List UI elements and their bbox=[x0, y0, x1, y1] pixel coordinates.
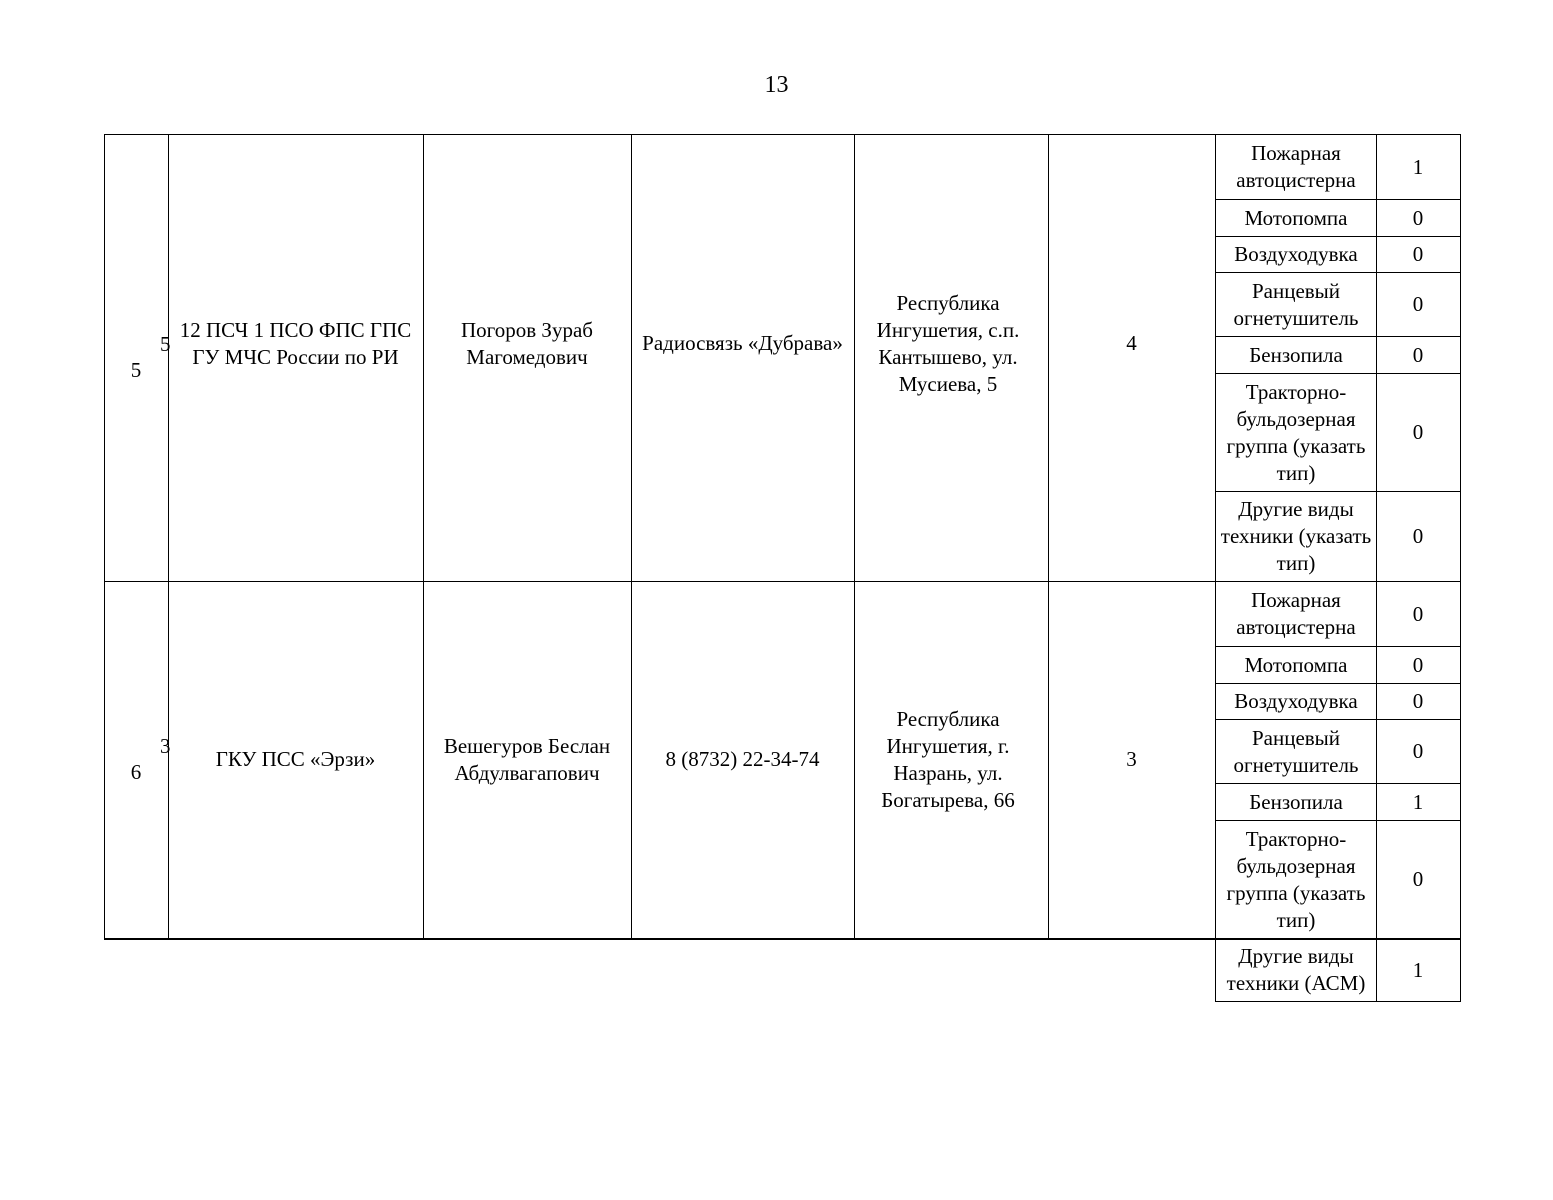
equipment-count: 0 bbox=[1412, 601, 1424, 626]
equipment-count: 0 bbox=[1412, 739, 1424, 763]
equipment-count: 0 bbox=[1412, 292, 1424, 316]
equipment-count: 0 bbox=[1412, 867, 1424, 891]
row-organization: 12 ПСЧ 1 ПСО ФПС ГПС ГУ МЧС России по РИ bbox=[179, 317, 412, 369]
table-vertical-line bbox=[423, 134, 424, 939]
table-horizontal-line bbox=[1215, 1001, 1461, 1002]
row-staff: 3 bbox=[1126, 747, 1137, 771]
row-organization: ГКУ ПСС «Эрзи» bbox=[215, 747, 376, 771]
equipment-name: Мотопомпа bbox=[1244, 652, 1348, 677]
equipment-count: 0 bbox=[1412, 342, 1424, 367]
equipment-count: 0 bbox=[1412, 242, 1424, 266]
row-person: Вешегуров Беслан Абдулвагапович bbox=[443, 733, 611, 785]
row-index: 6 bbox=[130, 760, 142, 784]
table-vertical-line bbox=[168, 134, 169, 939]
equipment-name: Тракторно-бульдозерная группа (указать тип) bbox=[1226, 826, 1366, 932]
equipment-count: 0 bbox=[1412, 524, 1424, 548]
table-vertical-line bbox=[854, 134, 855, 939]
page-number: 13 bbox=[764, 72, 789, 98]
row-person: Погоров Зураб Магомедович bbox=[461, 317, 593, 369]
equipment-count: 1 bbox=[1412, 957, 1424, 982]
row-side-mark: 3 bbox=[160, 734, 171, 758]
equipment-name: Ранцевый огнетушитель bbox=[1233, 278, 1359, 330]
equipment-count: 0 bbox=[1412, 205, 1424, 230]
row-address: Республика Ингушетия, с.п. Кантышево, ул. Мусиева, 5 bbox=[876, 290, 1020, 396]
equipment-count: 0 bbox=[1412, 420, 1424, 444]
equipment-name: Другие виды техники (АСМ) bbox=[1226, 944, 1366, 995]
equipment-name: Бензопила bbox=[1249, 342, 1343, 367]
table-vertical-line bbox=[1215, 134, 1216, 1002]
equipment-name: Мотопомпа bbox=[1244, 205, 1348, 230]
equipment-count: 0 bbox=[1412, 652, 1424, 677]
table-vertical-line bbox=[631, 134, 632, 939]
equipment-count: 0 bbox=[1412, 689, 1424, 713]
row-staff: 4 bbox=[1126, 331, 1137, 355]
equipment-name: Воздуходувка bbox=[1234, 242, 1358, 266]
row-contact: 8 (8732) 22-34-74 bbox=[665, 747, 820, 771]
equipment-name: Пожарная автоцистерна bbox=[1236, 141, 1356, 192]
equipment-name: Другие виды техники (указать тип) bbox=[1220, 497, 1372, 575]
row-side-mark: 5 bbox=[160, 332, 171, 356]
table-vertical-line bbox=[1048, 134, 1049, 939]
equipment-name: Пожарная автоцистерна bbox=[1236, 588, 1356, 639]
row-contact: Радиосвязь «Дубрава» bbox=[642, 331, 843, 355]
equipment-name: Тракторно-бульдозерная группа (указать тип) bbox=[1226, 379, 1366, 485]
table-vertical-line bbox=[1460, 134, 1461, 1002]
equipment-count: 1 bbox=[1412, 789, 1424, 814]
equipment-name: Бензопила bbox=[1249, 789, 1343, 814]
equipment-count: 1 bbox=[1412, 154, 1424, 179]
equipment-name: Воздуходувка bbox=[1234, 689, 1358, 713]
equipment-name: Ранцевый огнетушитель bbox=[1233, 725, 1359, 777]
row-address: Республика Ингушетия, г. Назрань, ул. Богатырева, 66 bbox=[881, 706, 1015, 812]
row-index: 5 bbox=[130, 358, 142, 382]
